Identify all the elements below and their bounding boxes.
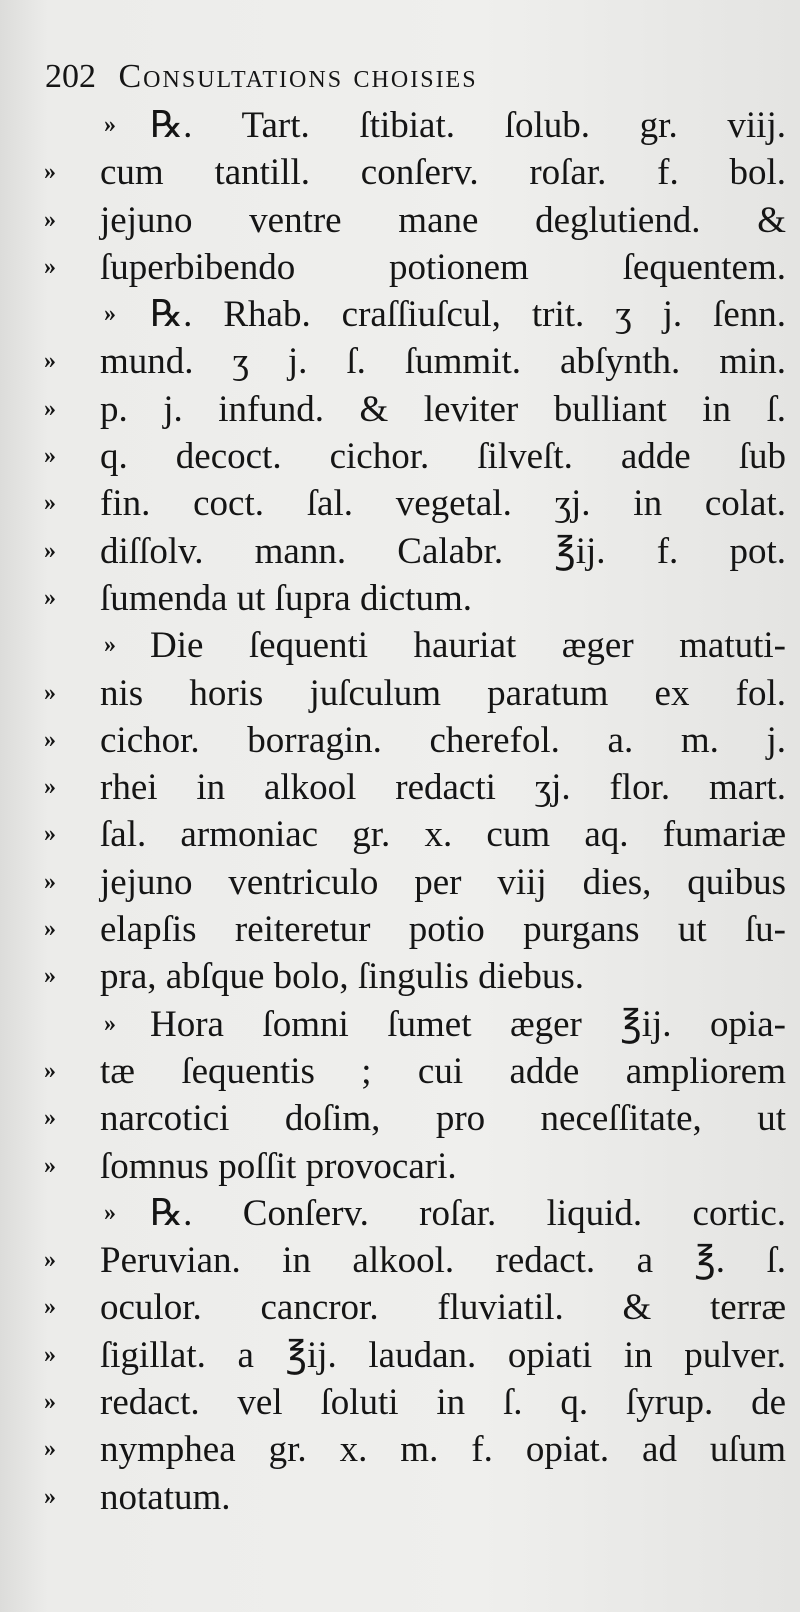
quote-mark: » — [104, 301, 116, 328]
text-line — [0, 1237, 800, 1284]
text-line — [0, 764, 800, 811]
text-line — [0, 197, 800, 244]
text-line — [0, 291, 800, 338]
line-text: elapſis reiteretur potio purgans ut ſu- — [100, 909, 786, 951]
text-line — [0, 1332, 800, 1379]
line-text: jejuno ventriculo per viij dies, quibus — [100, 861, 786, 903]
text-line — [0, 386, 800, 433]
quote-mark: » — [44, 1152, 56, 1179]
line-text: Die ſequenti hauriat æger matuti- — [150, 625, 786, 667]
line-text: Hora ſomni ſumet æger ℥ij. opia- — [150, 1003, 786, 1045]
line-text: ſuperbibendo potionem ſequentem. — [100, 246, 786, 288]
line-text: pra, abſque bolo, ſingulis diebus. — [100, 956, 585, 998]
line-text: ℞. Conſerv. roſar. liquid. cortic. — [150, 1192, 786, 1234]
text-line — [0, 906, 800, 953]
quote-mark: » — [44, 916, 56, 943]
line-text: nymphea gr. x. m. f. opiat. ad uſum — [100, 1429, 786, 1471]
quote-mark: » — [44, 253, 56, 280]
text-line — [0, 1143, 800, 1190]
line-text: cum tantill. conſerv. roſar. f. bol. — [100, 152, 786, 194]
line-text: rhei in alkool redacti ʒj. flor. mart. — [100, 767, 786, 809]
line-text: nis horis juſculum paratum ex fol. — [100, 672, 786, 714]
quote-mark: » — [44, 1483, 56, 1510]
line-text: Peruvian. in alkool. redact. a ℥. ſ. — [100, 1240, 786, 1282]
quote-mark: » — [44, 537, 56, 564]
text-line — [0, 717, 800, 764]
text-line — [0, 102, 800, 149]
quote-mark: » — [44, 963, 56, 990]
text-line — [0, 480, 800, 527]
line-text: p. j. infund. & leviter bulliant in ſ. — [100, 388, 786, 430]
text-line — [0, 953, 800, 1000]
quote-mark: » — [44, 868, 56, 895]
running-title: Consultations choisies — [118, 58, 478, 95]
line-text: notatum. — [100, 1476, 231, 1518]
text-line — [0, 1001, 800, 1048]
text-line — [0, 1095, 800, 1142]
line-text: narcotici doſim, pro neceſſitate, ut — [100, 1098, 786, 1140]
quote-mark: » — [104, 632, 116, 659]
quote-mark: » — [44, 1294, 56, 1321]
text-line — [0, 1426, 800, 1473]
quote-mark: » — [44, 679, 56, 706]
text-line — [0, 1474, 800, 1521]
line-text: ſomnus poſſit provocari. — [100, 1145, 457, 1187]
text-line — [0, 1284, 800, 1331]
text-body — [0, 102, 800, 1521]
line-text: ſal. armoniac gr. x. cum aq. fumariæ — [100, 814, 786, 856]
text-line — [0, 622, 800, 669]
line-text: q. decoct. cichor. ſilveſt. adde ſub — [100, 436, 786, 478]
quote-mark: » — [44, 443, 56, 470]
quote-mark: » — [44, 821, 56, 848]
text-line — [0, 670, 800, 717]
line-text: ℞. Rhab. craſſiuſcul, trit. ʒ j. ſenn. — [150, 294, 786, 336]
page-number: 202 — [45, 58, 96, 95]
text-line — [0, 433, 800, 480]
quote-mark: » — [104, 1199, 116, 1226]
text-line — [0, 338, 800, 385]
running-header — [45, 52, 785, 102]
quote-mark: » — [44, 1341, 56, 1368]
quote-mark: » — [104, 112, 116, 138]
text-line — [0, 1048, 800, 1095]
line-text: fin. coct. ſal. vegetal. ʒj. in colat. — [100, 483, 786, 525]
quote-mark: » — [44, 206, 56, 233]
line-text: oculor. cancror. fluviatil. & terræ — [100, 1287, 786, 1329]
quote-mark: » — [44, 1057, 56, 1084]
line-text: ſumenda ut ſupra dictum. — [100, 577, 472, 619]
quote-mark: » — [44, 726, 56, 753]
quote-mark: » — [104, 1010, 116, 1037]
line-text: diſſolv. mann. Calabr. ℥ij. f. pot. — [100, 530, 786, 572]
line-text: redact. vel ſoluti in ſ. q. ſyrup. de — [100, 1382, 786, 1424]
quote-mark: » — [44, 1436, 56, 1463]
line-text: tæ ſequentis ; cui adde ampliorem — [100, 1050, 786, 1092]
text-line — [0, 811, 800, 858]
quote-mark: » — [44, 490, 56, 517]
quote-mark: » — [44, 348, 56, 375]
quote-mark: » — [44, 1105, 56, 1132]
line-text: ℞. Tart. ſtibiat. ſolub. gr. viij. — [150, 105, 786, 146]
line-text: jejuno ventre mane deglutiend. & — [100, 199, 786, 241]
quote-mark: » — [44, 159, 56, 186]
quote-mark: » — [44, 774, 56, 801]
text-line — [0, 859, 800, 906]
text-line — [0, 575, 800, 622]
text-line — [0, 149, 800, 196]
text-line — [0, 244, 800, 291]
text-line — [0, 1190, 800, 1237]
text-line — [0, 528, 800, 575]
quote-mark: » — [44, 1247, 56, 1274]
line-text: mund. ʒ j. ſ. ſummit. abſynth. min. — [100, 341, 786, 383]
quote-mark: » — [44, 1389, 56, 1416]
line-text: cichor. borragin. cherefol. a. m. j. — [100, 719, 786, 761]
quote-mark: » — [44, 584, 56, 611]
line-text: ſigillat. a ℥ij. laudan. opiati in pulver. — [100, 1334, 786, 1376]
text-line — [0, 1379, 800, 1426]
quote-mark: » — [44, 395, 56, 422]
